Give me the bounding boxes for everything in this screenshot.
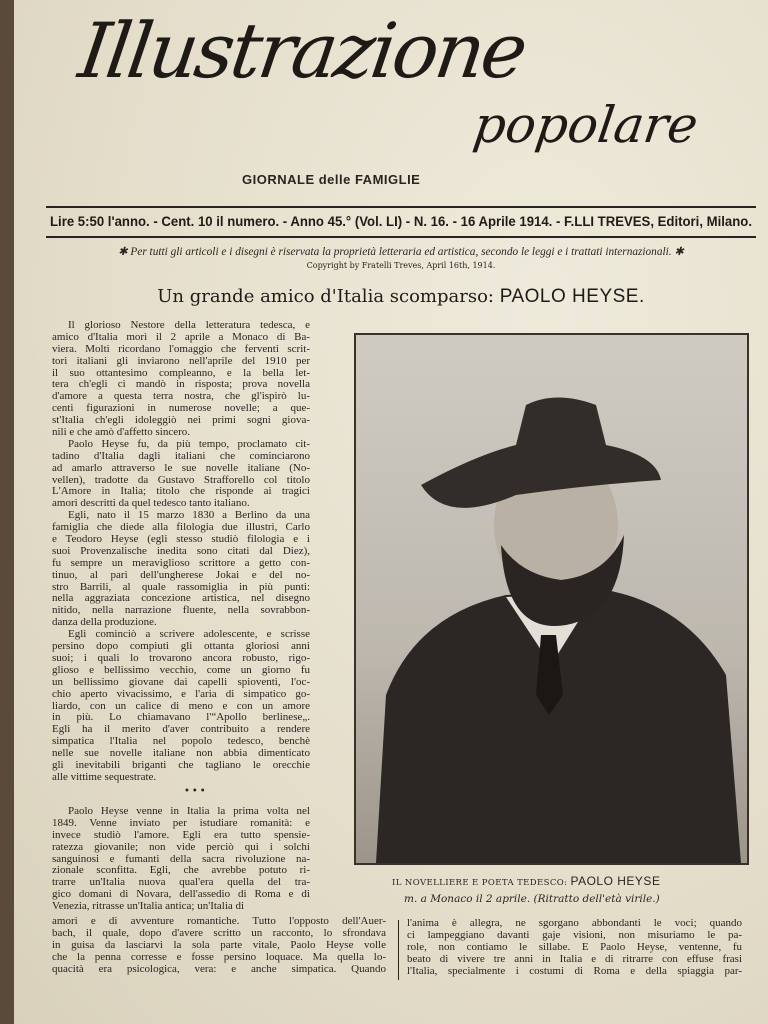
- text-line: Egli ha il merito d'aver contribuito a rendere: [52, 723, 310, 736]
- text-line: che la penna corresse e fosse persino loquace. Ma quella lo-: [52, 950, 386, 963]
- text-line: Egli cominciò a scrivere adolescente, e scrisse: [68, 628, 310, 641]
- text-line: ad amarlo attraverso le sue novelle italiane (No-: [52, 461, 310, 474]
- text-line: liardo, con un calice di meno e con un amore: [52, 699, 310, 712]
- rights-notice: ✱ Per tutti gli articoli e i disegni è riservata la proprietà letteraria ed artistica, secondo le leggi e i trattati internazionali. ✱: [118, 246, 684, 258]
- text-line: quacità era psicologica, vera: e anche simpatica. Quando: [52, 962, 386, 975]
- text-line: in guisa da lasciarvi la sola parte vitale, Paolo Heyse volle: [52, 938, 386, 951]
- text-line: glioso e bellissimo vecchio, come un giorno fu: [52, 663, 310, 676]
- column-right: [407, 918, 742, 977]
- text-line: simpatica l'Italia nel popolo tedesco, benchè: [52, 735, 310, 748]
- text-line: famiglia che diede alla filologia due illustri, Carlo: [52, 521, 310, 534]
- paragraph: [52, 629, 310, 784]
- text-line: l'Italia, specialmente i costumi di Roma e della spiaggia par-: [407, 964, 742, 977]
- column-left-bottom: [52, 806, 310, 913]
- paragraph: [52, 320, 310, 439]
- headline-name: PAOLO HEYSE.: [499, 286, 645, 307]
- text-line: gico domani di Novara, dell'assedio di Roma e di: [52, 888, 310, 901]
- text-line: bach, il quale, dopo d'avere scritto un racconto, lo sfrondava: [52, 926, 386, 939]
- text-line: zionale sconfitta. Egli, che avrebbe potuto ri-: [52, 864, 310, 877]
- photo-caption: [392, 874, 660, 891]
- text-line: Egli, nato il 15 marzo 1830 a Berlino da una: [68, 509, 310, 522]
- text-line: stro Barrili, al quale rassomiglia in più punti:: [52, 580, 310, 593]
- text-line: trarre un'Italia nuova qual'era quella del tra-: [52, 876, 310, 889]
- text-line: vellen), tradotte da Gustavo Strafforello col titolo: [52, 473, 310, 486]
- text-line: sanguinosi e fumanti della sacra rivoluzione na-: [52, 852, 310, 865]
- text-line: nitido, nella narrazione fluente, nella sovrabbon-: [52, 604, 310, 617]
- text-line: tadino d'Italia dagli italiani che cominciarono: [52, 449, 310, 462]
- paragraph: [52, 439, 310, 510]
- text-line: nelle sue novelle italiane non abbia dimenticato: [52, 747, 310, 760]
- text-line: role, non contiamo le sillabe. E Paolo Heyse, ventenne, fu: [407, 940, 742, 953]
- paragraph: [52, 806, 310, 913]
- text-line: un bellissimo giovane dai capelli spioventi, l'oc-: [52, 675, 310, 688]
- column-rule: [398, 920, 399, 980]
- portrait-image: [356, 335, 747, 863]
- caption-label: IL NOVELLIERE E POETA TEDESCO:: [392, 878, 571, 888]
- text-line: L'Amore in Italia; titolo che risponde ai tragici: [52, 485, 310, 498]
- text-line: centi figurazioni in numerose novelle; a que-: [52, 402, 310, 415]
- text-line: il suo ottantesimo compleanno, e la bella let-: [52, 366, 310, 379]
- text-line: suoi Provenzalische inedita sono citati dal Diez),: [52, 544, 310, 557]
- text-line: suoi; i quali lo trovarono ancora robusto, rigo-: [52, 651, 310, 664]
- masthead-title: Illustrazione: [73, 6, 531, 95]
- newspaper-page: [14, 0, 768, 1024]
- section-separator: •••: [184, 786, 208, 797]
- text-line: 1849. Venne inviato per istudiare romanità: e: [52, 816, 310, 829]
- text-line: tori italiani gli inviarono nell'aprile del 1910 per: [52, 354, 310, 367]
- column-left-wide: [52, 916, 386, 975]
- text-line: l'anima è allegra, ne sgorgano abbondanti le voci; quando: [407, 917, 742, 929]
- text-line: ci lampeggiano davanti gaje visioni, non misuriamo le pa-: [407, 928, 742, 941]
- text-line: e Teodoro Heyse (egli stesso studiò filologia e i: [52, 533, 310, 546]
- text-line: chio aperto vivacissimo, e l'aria di simpatico go-: [52, 687, 310, 700]
- text-line: nella aggraziata concezione artistica, nel disegno: [52, 592, 310, 605]
- text-line: tera ch'egli ci mandò in risposta; prova novella: [52, 378, 310, 391]
- paragraph-continued: [52, 916, 386, 975]
- text-line: amori descritti da quel tedesco tanto italiano.: [52, 497, 250, 510]
- photo-caption-detail: m. a Monaco il 2 aprile. (Ritratto dell'età virile.): [404, 893, 660, 905]
- text-line: tinuo, al pari dell'ungherese Jokai e del no-: [52, 568, 310, 581]
- text-line: viera. Molti ricordano l'omaggio che ferventi scrit-: [52, 342, 310, 355]
- copyright-notice: Copyright by Fratelli Treves, April 16th, 1914.: [306, 261, 496, 270]
- text-line: gli inevitabili briganti che tagliano le orecchie: [52, 758, 310, 771]
- text-line: persino dopo compiuti gli ottanta gloriosi anni: [52, 640, 310, 653]
- text-line: Paolo Heyse venne in Italia la prima volta nel: [68, 805, 310, 817]
- text-line: in più. Lo chiamavano l'“Apollo berlinese„.: [52, 711, 310, 724]
- portrait-photo: [354, 333, 749, 865]
- article-headline: [48, 286, 754, 308]
- masthead-tagline: GIORNALE delle FAMIGLIE: [242, 172, 421, 187]
- text-line: beato di vivere tre anni in Italia e di ritrarre con effuse frasi: [407, 952, 742, 965]
- text-line: amori e di avventure romantiche. Tutto l'opposto dell'Auer-: [52, 915, 386, 927]
- text-line: Paolo Heyse fu, da più tempo, proclamato cit-: [68, 437, 310, 450]
- text-line: nili e che amò d'affetto sincero.: [52, 426, 191, 439]
- headline-text: Un grande amico d'Italia scomparso:: [157, 286, 500, 307]
- column-left: [52, 320, 310, 784]
- caption-name: PAOLO HEYSE: [570, 874, 661, 888]
- text-line: ratezza giovanile; non vide perciò qui i solchi: [52, 840, 310, 853]
- divider: [46, 206, 756, 208]
- masthead-subtitle: popolare: [469, 96, 702, 154]
- paragraph-continued: [407, 918, 742, 977]
- paragraph: [52, 510, 310, 629]
- text-line: st'Italia ch'egli idoleggiò nei primi sogni giova-: [52, 414, 310, 427]
- text-line: danza della produzione.: [52, 616, 157, 629]
- text-line: fu sempre un meraviglioso scrittore a getto con-: [52, 556, 310, 569]
- issue-line: Lire 5:50 l'anno. - Cent. 10 il numero. - Anno 45.° (Vol. LI) - N. 16. - 16 Aprile 1914. - F.LLI TREVES, Editori, Milano.: [50, 214, 752, 229]
- text-line: amico d'Italia morì il 2 aprile a Monaco di Ba-: [52, 330, 310, 343]
- divider: [46, 236, 756, 238]
- text-line: Il glorioso Nestore della letteratura tedesca, e: [68, 319, 310, 331]
- text-line: d'amore a questa terra nostra, che gl'ispirò lu-: [52, 390, 310, 403]
- text-line: invece studiò l'amore. Egli era tutto spensie-: [52, 828, 310, 841]
- text-line: Venezia, ritrasse un'Italia antica; un'Italia di: [52, 900, 245, 913]
- text-line: alle vittime sequestrate.: [52, 770, 157, 783]
